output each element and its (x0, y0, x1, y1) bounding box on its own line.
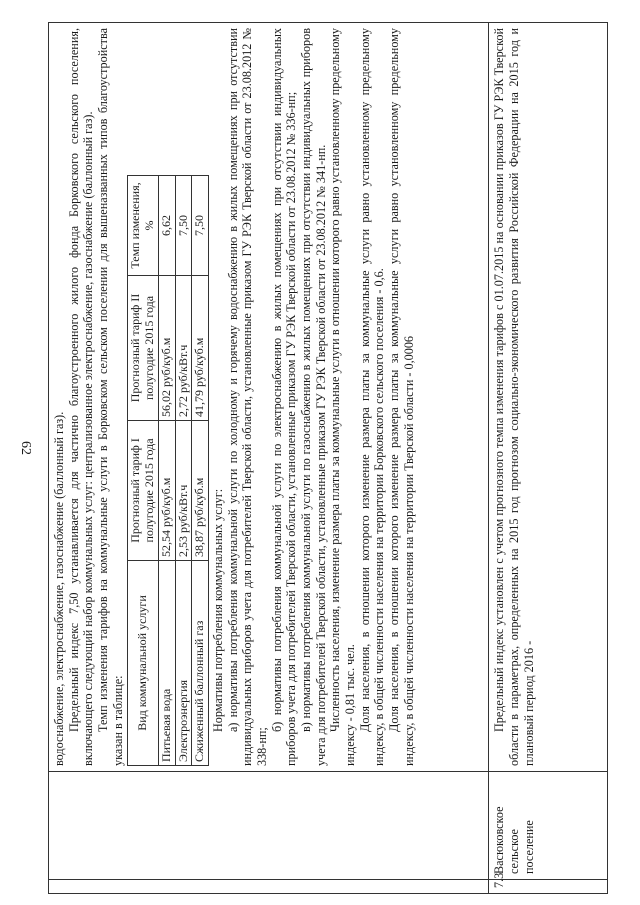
population-paragraph: Численность населения, изменение размера платы за коммунальные услуги в отношении которого равно установленному предельному индексу - 0,81 тыс. чел. (328, 28, 357, 766)
norm-electricity: б) нормативы потребления коммунальной услуги по электроснабжению в жилых помещениях при отсутствии индивидуальных приборов учета для потребителей Тверской области, установленные приказом ГУ РЭК Тверской области от 23.08.2012 № 336-нп; (269, 28, 299, 766)
limit-index-paragraph: Предельный индекс 7,50 устанавливается для частично благоустроенного жилого фонда Борковского сельского поселения, включающего следующий набор коммунальных услуг: централизованное электроснабжение, газоснабжение (баллонный газ). (66, 28, 96, 766)
tariff-table-caption: Темп изменения тарифов на коммунальные услуги в Борковском сельском поселении для вышеназванных типов благоустройства указан в таблице: (95, 28, 125, 766)
tariff-row (192, 176, 209, 766)
tariff-h1: 2,53 руб/кВт.ч (175, 421, 192, 561)
tariff-table (127, 175, 209, 766)
description-cell (49, 23, 489, 772)
rotated-content (48, 22, 608, 894)
change-rate: 7,50 (192, 176, 209, 276)
change-rate: 6,62 (158, 176, 175, 276)
header-tariff-h2: Прогнозный тариф II полугодие 2015 года (128, 276, 159, 421)
table-row-vasyukovskoe (489, 23, 608, 894)
share-settlement-paragraph: Доля населения, в отношении которого изменение размера платы за коммунальные услуги равно установленному предельному индексу, в общей численности населения на территории Борковского сельского поселения - 0,6. (357, 28, 387, 766)
norms-title: Нормативы потребления коммунальных услуг: (211, 488, 226, 732)
tariff-table-header (128, 176, 159, 766)
header-change-rate: Темп изменения, % (128, 176, 159, 276)
tariff-h1: 52,54 руб/куб.м (158, 421, 175, 561)
service-name: Сжиженный баллонный газ (192, 561, 209, 766)
intro-text: водоснабжение, электроснабжение, газоснабжение (баллонный газ). (52, 411, 66, 766)
header-tariff-h1: Прогнозный тариф I полугодие 2015 года (128, 421, 159, 561)
tariff-row (158, 176, 175, 766)
description-cell (489, 23, 608, 772)
share-region-paragraph: Доля населения, в отношении которого изменение размера платы за коммунальные услуги равно установленному предельному индексу, в общей численности населения на территории Тверской области - 0,0006 (386, 28, 416, 766)
change-rate: 7,50 (175, 176, 192, 276)
tariff-row (175, 176, 192, 766)
tariff-h1: 38,87 руб/куб.м (192, 421, 209, 561)
tariff-h2: 41,79 руб/куб.м (192, 276, 209, 421)
tariff-h2: 2,72 руб/кВт.ч (175, 276, 192, 421)
service-name: Питьевая вода (158, 561, 175, 766)
limit-index-basis-paragraph: Предельный индекс установлен с учетом прогнозного темпа изменения тарифов с 01.07.2015 на основании приказов ГУ РЭК Тверской области в параметрах, определенных на 2015 год прогнозом социально-экономического развития Российской Федерации на 2015 год и плановый период 2016 - (492, 28, 536, 766)
row-number-cell (49, 880, 489, 894)
header-service: Вид коммунальной услуги (128, 561, 159, 766)
tariff-h2: 56,02 руб/куб.м (158, 276, 175, 421)
row-number-cell: 7.3 (489, 880, 608, 894)
page-number: 62 (18, 441, 33, 455)
norm-water: а) нормативы потребления коммунальной услуги по холодному и горячему водоснабжению в жилых помещениях при отсутствии индивидуальных приборов учета для потребителей Тверской области, установленные приказом ГУ РЭК Тверской области от 23.08.2012 № 338-нп; (225, 28, 270, 766)
settlement-name-cell (49, 772, 489, 880)
settlement-name-cell: Васюковское сельское поселение (489, 772, 608, 880)
service-name: Электроэнергия (175, 561, 192, 766)
document-page (48, 22, 608, 894)
norm-gas: в) нормативы потребления коммунальной услуги по газоснабжению в жилых помещениях при отсутствии индивидуальных приборов учета для потребителей Тверской области, установленные приказом ГУ РЭК Тверской области от 23.08.2012 № 341-нп. (299, 28, 328, 766)
table-row-borkovskoe (49, 23, 489, 894)
municipality-table (48, 22, 608, 894)
